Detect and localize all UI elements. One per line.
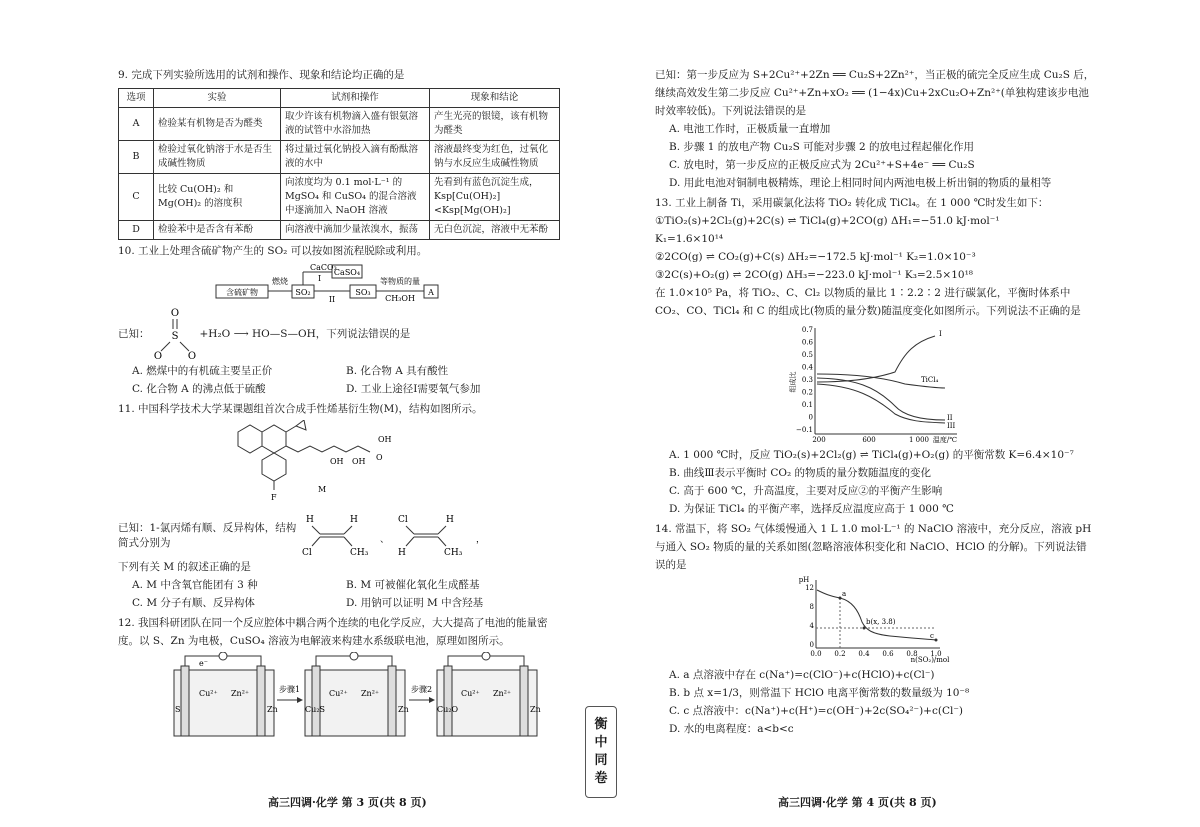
left-page [118,66,560,742]
table-row [119,108,560,141]
table-cell: D [119,221,154,240]
atom-ch3: CH₃ [350,548,369,558]
reaction-3: ③2C(s)+O₂(g) ⇌ 2CO(g) ΔH₃=−223.0 kJ·mol⁻¹ K₃=2.5×10¹⁸ [655,269,973,281]
atom-cl: Cl [302,548,312,558]
table-header: 试剂和操作 [281,89,430,108]
x-tick-label: 0.4 [858,650,870,658]
atom-h: H [446,515,454,525]
y-axis-label: 组成比 [789,371,797,393]
ion-zn: Zn²⁺ [231,689,250,698]
y-tick-label: 0.7 [801,326,813,334]
y-axis-label: pH [798,576,810,584]
q11-known: 已知：1-氯丙烯有顺、反异构体，结构简式分别为 [118,522,297,549]
q10-flow-diagram [214,262,464,302]
y-tick-label: 0 [809,641,814,649]
so3-structure [150,305,200,361]
option[interactable]: C. 放电时，第一步反应的正极反应式为 2Cu²⁺+S+4e⁻ ══ Cu₂S [669,159,975,171]
x-tick-label: 0.8 [906,650,918,658]
atom-h: H [398,548,406,558]
q11-options [118,594,560,612]
electrode-s: S [175,705,181,714]
electrode-zn: Zn [398,705,409,714]
table-header: 实验 [154,89,281,108]
curve-i [817,336,935,382]
step2-label: 步骤2 [411,685,433,694]
table-cell: 向溶液中滴加少量浓溴水，振荡 [281,221,430,240]
table-cell: B [119,141,154,174]
x-tick-label: 0.2 [834,650,846,658]
table-cell: A [119,108,154,141]
flow-reagent: 等物质的量 [380,277,420,286]
flow-ore: 含硫矿物 [226,288,258,297]
oh-label: OH [352,457,366,466]
molecule-label: M [318,485,327,494]
ion-cu: Cu²⁺ [329,689,348,698]
atom-s: S [171,331,178,342]
curve-label-ii: II [947,414,953,422]
q14-stem: 14. 常温下，将 SO₂ 气体缓慢通入 1 L 1.0 mol·L⁻¹ 的 NaClO 溶液中，充分反应，溶液 pH 与通入 SO₂ 物质的量的关系如图(忽略溶液体积变化和 NaClO、HClO 的分解)。下列说法错误的是 [655,523,1092,571]
table-cell: 比较 Cu(OH)₂ 和 Mg(OH)₂ 的溶度积 [154,174,281,221]
atom-o: O [153,351,162,361]
q10-reaction: +H₂O ⟶ HO—S—OH，下列说法错误的是 [199,327,411,340]
table-cell: 取少许该有机物滴入盛有银氨溶液的试管中水浴加热 [281,108,430,141]
q11-known-row [118,512,560,558]
q11-options [118,576,560,594]
x-tick-label: 0.6 [882,650,894,658]
y-tick-label: 0.4 [801,363,813,372]
atom-o: O [170,308,179,319]
y-tick-label: 0.6 [801,338,813,347]
reaction-2: ②2CO(g) ⇌ CO₂(g)+C(s) ΔH₂=−172.5 kJ·mol⁻¹ K₂=1.0×10⁻³ [655,251,976,263]
electrode-cu2s-cu2o: Cu₂O [437,705,459,714]
atom-cl: Cl [398,515,408,525]
option[interactable]: A. a 点溶液中存在 c(Na⁺)=c(ClO⁻)+c(HClO)+c(Cl⁻) [669,669,935,681]
option[interactable]: B. b 点 x=1/3，则常温下 HClO 电离平衡常数的数量级为 10⁻⁸ [669,687,970,699]
separator: ， [476,535,486,545]
right-page [655,66,1095,738]
table-cell: 无白色沉淀，溶液中无苯酚 [430,221,560,240]
reaction-1: ①TiO₂(s)+2Cl₂(g)+2C(s) ⇌ TiCl₄(g)+2CO(g) ΔH₁=−51.0 kJ·mol⁻¹ [655,215,1000,227]
y-tick-label: 0.1 [801,401,813,409]
table-row [119,141,560,174]
table-cell: 产生光亮的银镜，该有机物为醛类 [430,108,560,141]
x-tick-label: 600 [862,436,876,444]
q10-options [118,380,560,398]
option[interactable]: D. 水的电离程度：a<b<c [669,723,794,735]
step1-label: 步骤1 [279,685,301,694]
q12-known: 已知：第一步反应为 S+2Cu²⁺+2Zn ══ Cu₂S+2Zn²⁺，当正极的硫完全反应生成 Cu₂S 后，继续高效发生第二步反应 Cu²⁺+Zn+xO₂ ══ (1−4x)Cu+2xCu₂O+Zn²⁺(单独构建该步电池时效率较低)。下列说法错误的是 [655,69,1095,117]
option[interactable]: B. 步骤 1 的放电产物 Cu₂S 可能对步骤 2 的放电过程起催化作用 [669,141,974,153]
q11-ask: 下列有关 M 的叙述正确的是 [118,561,251,573]
q10-known-row [118,304,560,362]
table-cell: 溶液最终变为红色，过氧化钠与水反应生成碱性物质 [430,141,560,174]
option[interactable]: D. 用此电池对铜制电极精炼，理论上相同时间内两池电极上析出铜的物质的量相等 [669,177,1052,189]
table-cell: C [119,174,154,221]
x-tick-label: 200 [812,436,826,444]
option[interactable]: D. 用钠可以证明 M 中含羟基 [346,597,484,609]
option[interactable]: A. 1 000 ℃时，反应 TiO₂(s)+2Cl₂(g) ⇌ TiCl₄(g)+O₂(g) 的平衡常数 K=6.4×10⁻⁷ [669,449,1074,461]
option[interactable]: C. 高于 600 ℃，升高温度，主要对反应②的平衡产生影响 [669,485,943,497]
flow-so3: SO₃ [355,288,371,297]
y-tick-label: 0.5 [801,351,813,359]
footer-right: 高三四调·化学 第 4 页(共 8 页) [778,796,937,809]
ph-curve [817,590,936,640]
y-tick-label: −0.1 [796,426,813,434]
q10-known: 已知： [118,327,150,340]
x-axis-label: 温度/℃ [932,436,958,444]
cell-3 [437,652,541,736]
atom-ch3: CH₃ [444,548,463,558]
table-header-row [119,89,560,108]
q11-stem: 11. 中国科学技术大学某课题组首次合成手性烯基衍生物(M)，结构如图所示。 [118,403,483,415]
electron-label: e⁻ [199,659,208,668]
option[interactable]: B. 化合物 A 具有酸性 [346,365,449,377]
table-cell: 检验某有机物是否为醛类 [154,108,281,141]
option[interactable]: C. M 分子有顺、反异构体 [132,597,255,609]
x-tick-label: 1.0 [930,650,942,658]
curve-iii [817,384,945,423]
atom-o: O [187,351,196,361]
y-tick-label: 12 [805,584,814,592]
table-header: 选项 [119,89,154,108]
x-tick-label: 0.0 [810,650,822,658]
y-tick-label: 8 [809,603,814,611]
option[interactable]: C. 化合物 A 的沸点低于硫酸 [132,383,266,395]
option[interactable]: B. 曲线Ⅲ表示平衡时 CO₂ 的物质的量分数随温度的变化 [669,467,932,479]
q13-condition: 在 1.0×10⁵ Pa，将 TiO₂、C、Cl₂ 以物质的量比 1∶2.2∶2 进行碳氯化，平衡时体系中 CO₂、CO、TiCl₄ 和 C 的组成比(物质的量分数)随温度变化如图所示。下列说法不正确的是 [655,287,1081,317]
separator: 、 [380,535,390,545]
cell-2 [305,652,409,736]
q10-options [118,362,560,380]
q9-table [118,88,560,240]
q12-battery-diagram [119,652,559,740]
option[interactable]: B. M 可被催化氧化生成醛基 [346,579,480,591]
point-c: c [930,632,934,640]
ion-zn: Zn²⁺ [493,689,512,698]
seal-char: 中 [594,735,608,750]
y-tick-label: 0.3 [801,376,813,384]
flow-route2: II [328,295,336,302]
q12-stem: 12. 我国科研团队在同一个反应腔体中耦合两个连续的电化学反应，大大提高了电池的能量密度。以 S、Zn 为电极，CuSO₄ 溶液为电解液来构建水系级联电池，原理如图所示。 [118,617,548,647]
q11-molecule-m [218,420,418,510]
table-cell: 向浓度均为 0.1 mol·L⁻¹ 的 MgSO₄ 和 CuSO₄ 的混合溶液中逐滴加入 NaOH 溶液 [281,174,430,221]
electrode-zn: Zn [530,705,541,714]
x-axis-label: n(SO₂)/mol [910,656,950,664]
y-tick-label: 0.2 [801,388,813,397]
ion-zn: Zn²⁺ [361,689,380,698]
fluorine-label: F [271,493,277,502]
table-cell: 将过量过氧化钠投入滴有酚酞溶液的水中 [281,141,430,174]
atom-h: H [350,515,358,525]
q9-stem: 9. 完成下列实验所选用的试剂和操作、现象和结论均正确的是 [118,69,405,81]
seal-char: 衡 [594,717,608,732]
k1: K₁=1.6×10¹⁴ [655,233,724,245]
q13-stem: 13. 工业上制备 Ti，采用碳氯化法将 TiO₂ 转化成 TiCl₄。在 1 000 ℃时发生如下： [655,197,1049,209]
q10-stem: 10. 工业上处理含硫矿物产生的 SO₂ 可以按如图流程脱除或利用。 [118,245,428,257]
footer-left: 高三四调·化学 第 3 页(共 8 页) [268,796,427,809]
curve-label-iii: III [947,422,956,430]
option[interactable]: A. 电池工作时，正极质量一直增加 [669,123,831,135]
ion-cu: Cu²⁺ [199,689,218,698]
curve-label-ticl4: TiCl₄ [921,376,939,384]
option[interactable]: A. M 中含氧官能团有 3 种 [132,579,258,591]
point-a: a [842,590,847,598]
electrode-cu2s: Cu₂S [305,705,325,714]
cooh-label: OH [378,435,392,444]
electrode-zn: Zn [267,705,278,714]
flow-caco3: CaCO₃ [310,263,337,272]
option[interactable]: C. c 点溶液中：c(Na⁺)+c(H⁺)=c(OH⁻)+2c(SO₄²⁻)+c(Cl⁻) [669,705,963,717]
flow-product: A [428,288,434,297]
flow-so2: SO₂ [295,288,311,297]
seal-char: 同 [594,753,608,768]
ion-cu: Cu²⁺ [461,689,480,698]
oh-label: OH [330,457,344,466]
atom-h: H [306,515,314,525]
table-cell: 先看到有蓝色沉淀生成，Ksp[Cu(OH)₂]<Ksp[Mg(OH)₂] [430,174,560,221]
carbonyl-label: O [376,453,383,462]
flow-ch3oh: CH₃OH [385,294,415,302]
table-cell: 检验苯中是否含有苯酚 [154,221,281,240]
table-row [119,174,560,221]
q14-chart [790,576,960,664]
point-b: b(x, 3.8) [866,618,896,626]
flow-caso4: CaSO₄ [333,268,361,277]
flow-burn: 燃烧 [272,277,288,286]
table-cell: 检验过氧化钠溶于水是否生成碱性物质 [154,141,281,174]
q13-chart [785,322,965,444]
y-tick-label: 0 [808,413,813,422]
chloropropene-isomers [298,512,558,558]
option[interactable]: D. 为保证 TiCl₄ 的平衡产率，选择反应温度应高于 1 000 ℃ [669,503,954,515]
seal-char: 卷 [594,771,608,786]
table-row [119,221,560,240]
seal-stamp [585,706,617,798]
y-tick-label: 4 [809,622,814,630]
x-tick-label: 1 000 [908,436,930,444]
curve-ii [817,378,945,420]
option[interactable]: A. 燃煤中的有机硫主要呈正价 [132,365,273,377]
table-header: 现象和结论 [430,89,560,108]
cell-1 [174,652,278,736]
flow-route1: I [318,274,322,283]
option[interactable]: D. 工业上途径Ⅰ需要氧气参加 [346,383,481,395]
curve-label-i: I [939,330,942,338]
